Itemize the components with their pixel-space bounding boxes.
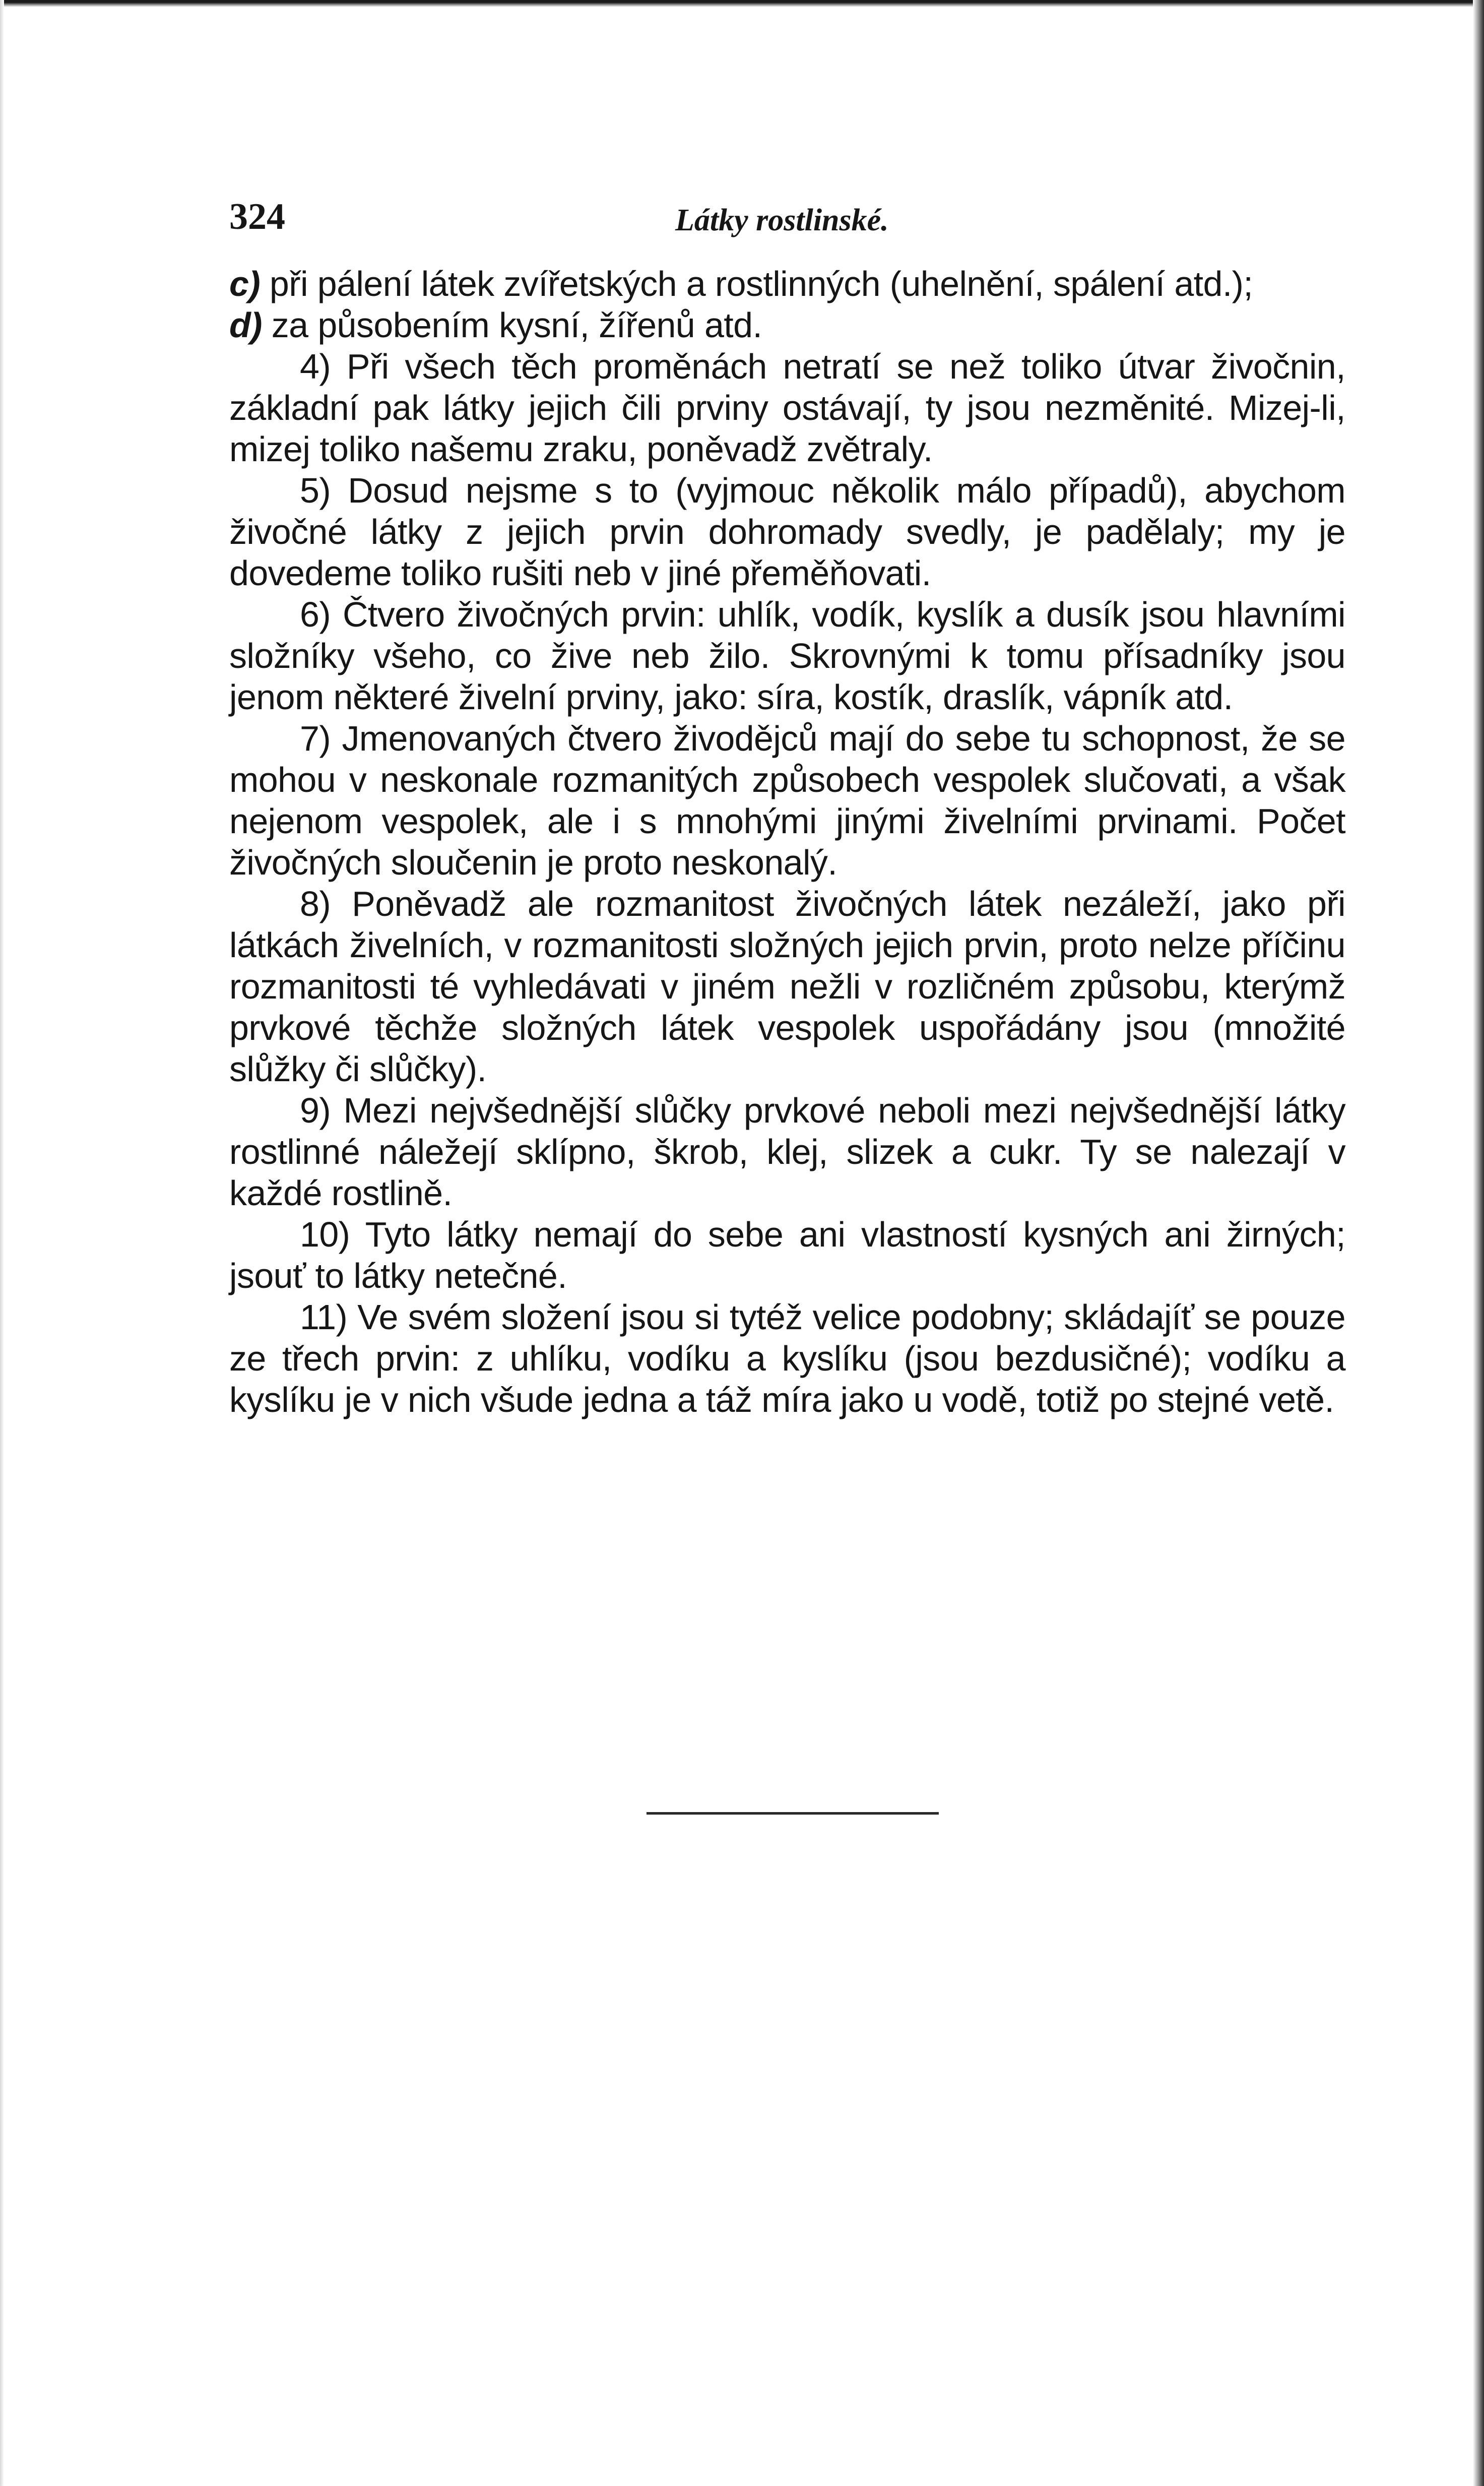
- paragraph-d: [229, 304, 1345, 346]
- item-label: c): [229, 264, 261, 303]
- page-header: [229, 196, 1345, 241]
- section-end-rule: [647, 1812, 939, 1815]
- body-text: [229, 263, 1345, 1420]
- paragraph-7: 7) Jmenovaných čtvero živodějců mají do sebe tu schopnost, že se mohou v neskonale rozmanitých způsobech vespolek slučovati, a však nejenom vespolek, ale i s mnohými jinými živelními prvinami. Počet živočných sloučenin je proto neskonalý.: [229, 719, 1345, 882]
- running-head: Látky rostlinské.: [675, 203, 889, 237]
- paragraph-5: 5) Dosud nejsme s to (vyjmouc několik málo případů), abychom živočné látky z jejich prvin dohromady svedly, je padělaly; my je dovedeme toliko rušiti neb v jiné přeměňovati.: [229, 471, 1345, 593]
- scan-edge-left: [0, 0, 4, 2486]
- paragraph-8: 8) Poněvadž ale rozmanitost živočných látek nezáleží, jako při látkách živelních, v rozmanitosti složných jejich prvin, proto nelze příčinu rozmanitosti té vyhledávati v jiném nežli v rozličném způsobu, kterýmž prvkové těchže složných látek vespolek uspořádány jsou (množité slůžky či slůčky).: [229, 884, 1345, 1089]
- paragraph-9: 9) Mezi nejvšednější slůčky prvkové neboli mezi nejvšednější látky rostlinné náležejí sklípno, škrob, klej, slizek a cukr. Ty se nalezají v každé rostlině.: [229, 1091, 1345, 1213]
- scan-edge-top: [0, 0, 1484, 7]
- paragraph-4: 4) Při všech těch proměnách netratí se než toliko útvar živočnin, základní pak látky jejich čili prviny ostávají, ty jsou nezměnité. Mizej-li, mizej toliko našemu zraku, poněvadž zvětraly.: [229, 347, 1345, 469]
- paragraph-text: za působením kysní, žířenů atd.: [271, 305, 762, 345]
- page-number: 324: [229, 196, 285, 237]
- paragraph-c: [229, 263, 1345, 304]
- paragraph-11: 11) Ve svém složení jsou si tytéž velice podobny; skládajíť se pouze ze třech prvin: z uhlíku, vodíku a kyslíku (jsou bezdusičné); vodíku a kyslíku je v nich všude jedna a táž míra jako u vodě, totiž po stejné vetě.: [229, 1297, 1345, 1419]
- paragraph-text: při pálení látek zvířetských a rostlinných (uhelnění, spálení atd.);: [269, 264, 1253, 303]
- paragraph-10: 10) Tyto látky nemají do sebe ani vlastností kysných ani žirných; jsouť to látky netečné.: [229, 1215, 1345, 1295]
- scan-edge-right: [1473, 0, 1484, 2486]
- item-label: d): [229, 305, 262, 345]
- paragraph-6: 6) Čtvero živočných prvin: uhlík, vodík, kyslík a dusík jsou hlavními složníky všeho, co žive neb žilo. Skrovnými k tomu přísadníky jsou jenom některé živelní prviny, jako: síra, kostík, draslík, vápník atd.: [229, 595, 1345, 717]
